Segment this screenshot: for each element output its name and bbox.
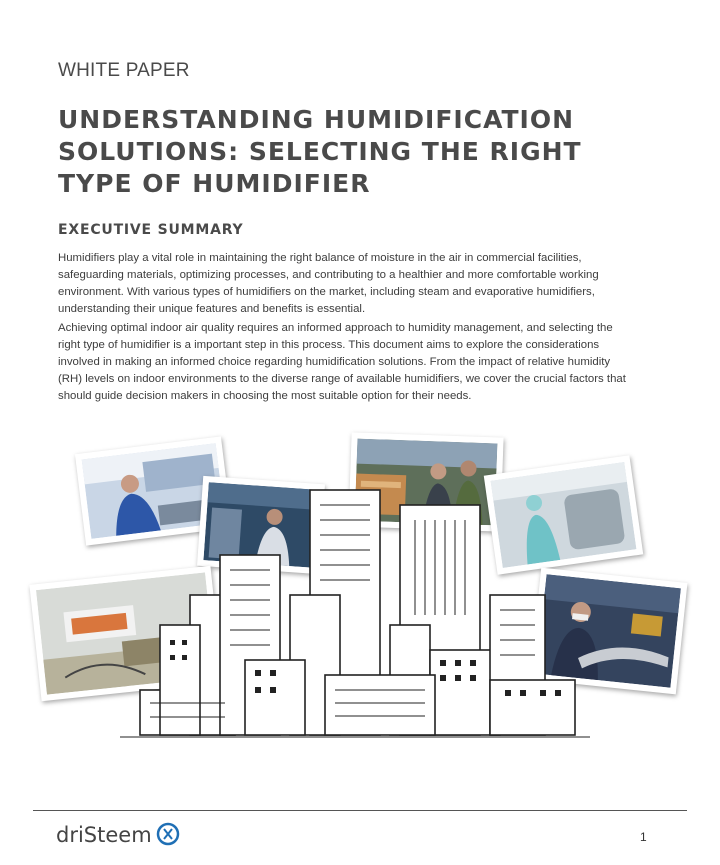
- paragraph-line: (RH) levels on indoor environments to the diverse range of available humidifiers, we cover the crucial factors that: [58, 373, 626, 385]
- logo-wordmark: driSteem: [56, 823, 152, 847]
- title-line: SOLUTIONS: SELECTING THE RIGHT: [58, 137, 582, 166]
- title-line: TYPE OF HUMIDIFIER: [58, 169, 371, 198]
- paragraph-line: should guide decision makers in choosing the most suitable option for their needs.: [58, 390, 472, 402]
- title-line: UNDERSTANDING HUMIDIFICATION: [58, 105, 575, 134]
- paragraph-line: Achieving optimal indoor air quality requires an informed approach to humidity management, and selecting the: [58, 322, 613, 334]
- paragraph-line: environment. With various types of humidifiers on the market, including steam and evaporative humidifiers,: [58, 286, 595, 298]
- summary-paragraph-2: [58, 320, 678, 405]
- paragraph-line: right type of humidifier is a important step in this process. This document aims to explore the considerations: [58, 339, 600, 351]
- footer-divider: [33, 810, 687, 811]
- kicker: WHITE PAPER: [58, 60, 190, 81]
- section-heading: EXECUTIVE SUMMARY: [58, 222, 244, 238]
- summary-paragraph-1: [58, 250, 678, 318]
- paragraph-line: Humidifiers play a vital role in maintaining the right balance of moisture in the air in commercial facilities,: [58, 252, 582, 264]
- company-logo: [56, 820, 186, 853]
- page-number: 1: [640, 830, 647, 844]
- paragraph-line: understanding their unique features and benefits is essential.: [58, 303, 366, 315]
- document-title: [58, 104, 658, 200]
- paragraph-line: safeguarding materials, optimizing processes, and contributing to a healthier and more comfortable working: [58, 269, 599, 281]
- paragraph-line: involved in making an informed choice regarding humidification solutions. From the impact of relative humidity: [58, 356, 611, 368]
- city-sketch-illustration: [120, 475, 600, 745]
